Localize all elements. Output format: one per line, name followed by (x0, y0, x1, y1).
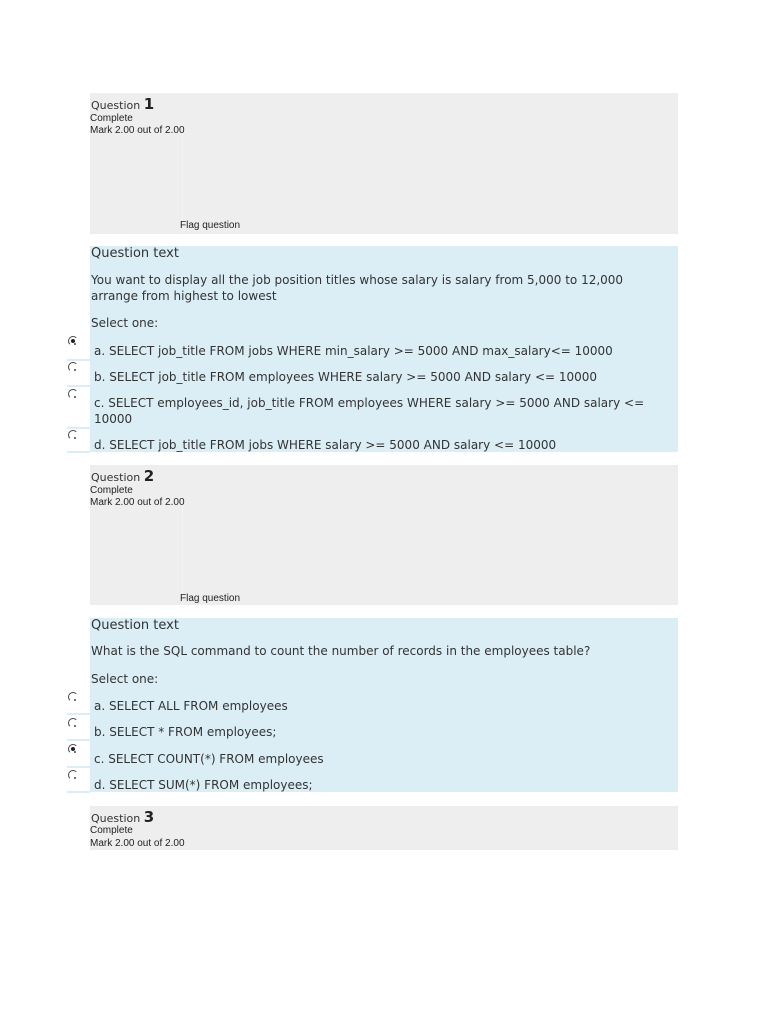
answer-option[interactable]: d. SELECT job_title FROM jobs WHERE salary >= 5000 AND salary <= 10000 (94, 438, 557, 452)
question-label: Question (91, 812, 141, 825)
question-info-2 (90, 465, 678, 605)
option-radio[interactable] (68, 362, 78, 372)
divider (67, 739, 90, 741)
divider (67, 766, 90, 768)
question-grade: Mark 2.00 out of 2.00 (90, 838, 185, 849)
flag-column (90, 505, 183, 605)
question-info-3 (90, 806, 678, 850)
question-text-heading: Question text (91, 246, 179, 261)
question-text-heading: Question text (91, 618, 179, 633)
divider (67, 713, 90, 715)
answer-option[interactable]: c. SELECT COUNT(*) FROM employees (94, 752, 324, 766)
question-grade: Mark 2.00 out of 2.00 (90, 497, 185, 508)
question-text: What is the SQL command to count the number of records in the employees table? (91, 644, 591, 658)
question-number: 1 (143, 95, 155, 113)
question-info-1 (90, 93, 678, 234)
answer-option[interactable]: d. SELECT SUM(*) FROM employees; (94, 778, 313, 792)
flag-question-link[interactable]: Flag question (180, 593, 241, 604)
question-text: You want to display all the job position titles whose salary is salary from 5,000 to 12,000 arrange from highest to lowest (91, 273, 624, 303)
question-state: Complete (90, 485, 133, 496)
flag-question-link[interactable]: Flag question (180, 220, 241, 231)
question-state: Complete (90, 113, 133, 124)
question-label: Question (91, 471, 141, 484)
question-number-line (91, 467, 154, 485)
question-number-line (91, 808, 154, 826)
answer-option[interactable]: b. SELECT * FROM employees; (94, 725, 277, 739)
divider (67, 791, 90, 793)
answer-option[interactable]: c. SELECT employees_id, job_title FROM employees WHERE salary >= 5000 AND salary <= 10000 (94, 396, 645, 426)
option-radio[interactable] (68, 430, 78, 440)
question-number: 3 (143, 808, 155, 826)
question-number-line (91, 95, 154, 113)
question-grade: Mark 2.00 out of 2.00 (90, 125, 185, 136)
question-label: Question (91, 99, 141, 112)
answer-option[interactable]: a. SELECT job_title FROM jobs WHERE min_salary >= 5000 AND max_salary<= 10000 (94, 344, 613, 358)
divider (67, 385, 90, 387)
divider (67, 427, 90, 429)
flag-column (90, 133, 183, 234)
divider (67, 359, 90, 361)
question-number: 2 (143, 467, 155, 485)
option-radio[interactable] (68, 718, 78, 728)
option-radio[interactable] (68, 744, 78, 754)
question-state: Complete (90, 825, 133, 836)
option-radio[interactable] (68, 336, 78, 346)
option-radio[interactable] (68, 692, 78, 702)
option-radio[interactable] (68, 770, 78, 780)
answer-option[interactable]: b. SELECT job_title FROM employees WHERE salary >= 5000 AND salary <= 10000 (94, 370, 598, 384)
answer-option[interactable]: a. SELECT ALL FROM employees (94, 699, 288, 713)
select-one-prompt: Select one: (91, 672, 159, 686)
divider (67, 451, 90, 453)
select-one-prompt: Select one: (91, 316, 159, 330)
option-radio[interactable] (68, 389, 78, 399)
